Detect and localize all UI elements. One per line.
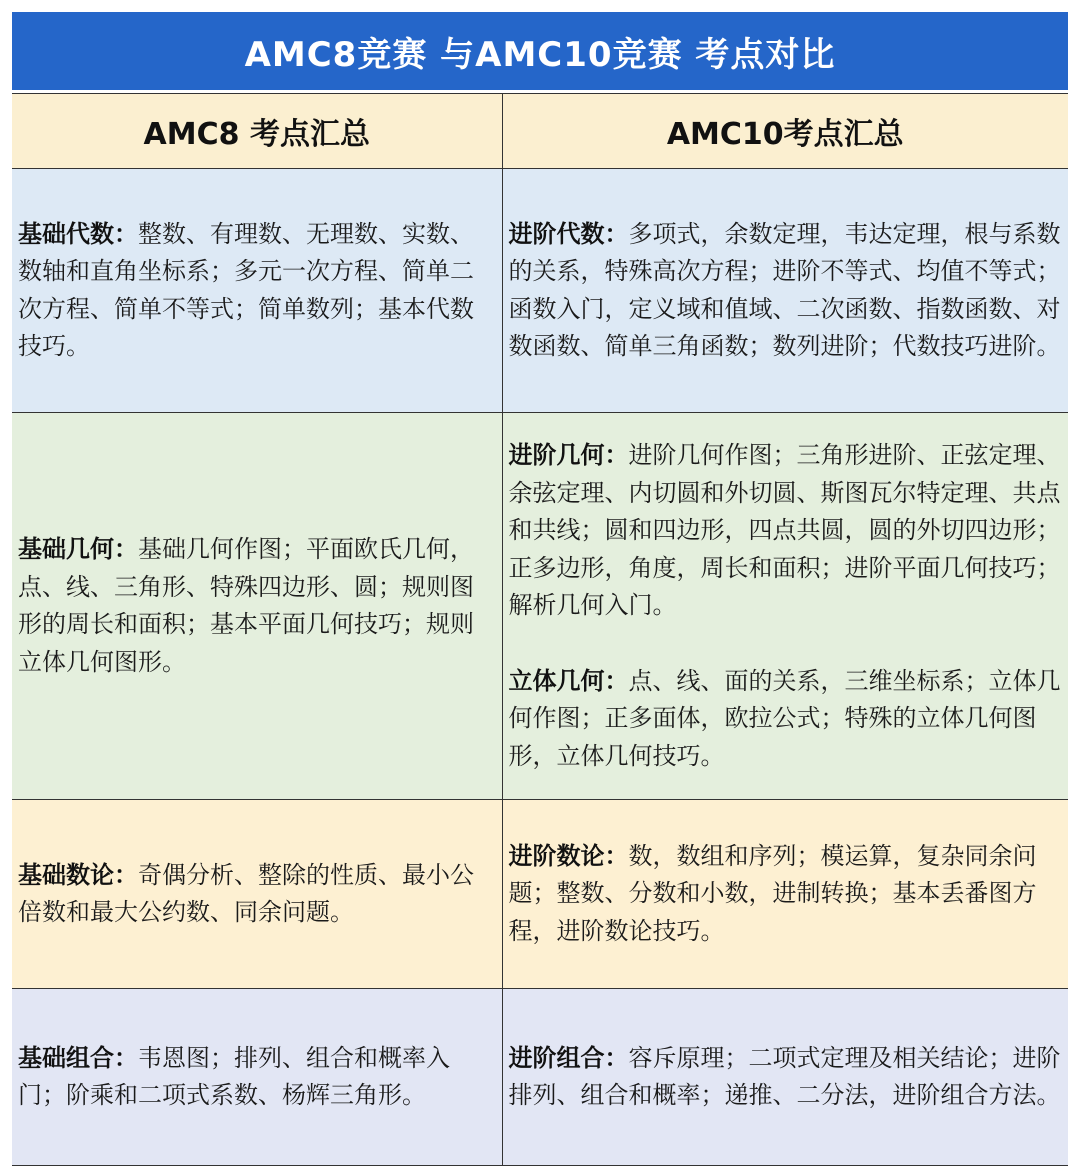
amc8-geometry-cell: [12, 413, 502, 800]
paragraph: [509, 663, 1065, 776]
amc10-geometry-cell: [502, 413, 1068, 800]
section-text: 奇偶分析、整除的性质、最小公倍数和最大公约数、同余问题。: [18, 860, 474, 926]
table-row-algebra: [12, 169, 1068, 413]
comparison-table: [12, 93, 1068, 1166]
paragraph: [509, 1040, 1065, 1115]
paragraph: [509, 437, 1065, 625]
section-label: 基础几何：: [18, 535, 138, 563]
section-text: 点、线、面的关系，三维坐标系；立体几何作图；正多面体，欧拉公式；特殊的立体几何图形，立体几何技巧。: [508, 666, 1061, 770]
paragraph: [509, 838, 1065, 951]
section-text: 多项式，余数定理，韦达定理，根与系数的关系，特殊高次方程；进阶不等式、均值不等式；函数入门，定义域和值域、二次函数、指数函数、对数函数、简单三角函数；数列进阶；代数技巧进阶。: [508, 219, 1061, 360]
section-text: 进阶几何作图；三角形进阶、正弦定理、余弦定理、内切圆和外切圆、斯图瓦尔特定理、共点和共线；圆和四边形，四点共圆，圆的外切四边形；正多边形，角度，周长和面积；进阶平面几何技巧；解析几何入门。: [508, 441, 1061, 619]
header-amc10: AMC10考点汇总: [502, 94, 1068, 169]
section-text: 韦恩图；排列、组合和概率入门；阶乘和二项式系数、杨辉三角形。: [18, 1043, 450, 1109]
amc8-combinatorics-cell: [12, 989, 502, 1166]
table-row-number-theory: [12, 800, 1068, 989]
section-text: 数，数组和序列；模运算，复杂同余问题；整数、分数和小数，进制转换；基本丢番图方程，进阶数论技巧。: [508, 841, 1037, 945]
header-row: [12, 94, 1068, 169]
section-label: 进阶几何：: [508, 441, 629, 469]
section-label: 进阶组合：: [508, 1043, 629, 1072]
section-label: 基础代数：: [18, 219, 138, 248]
amc10-algebra-cell: [502, 169, 1068, 413]
amc10-combinatorics-cell: [502, 989, 1068, 1166]
section-text: 基础几何作图；平面欧氏几何，点、线、三角形、特殊四边形、圆；规则图形的周长和面积；基本平面几何技巧；规则立体几何图形。: [18, 535, 474, 676]
section-label: 进阶数论：: [508, 841, 629, 870]
page-title: AMC8竞赛 与AMC10竞赛 考点对比: [12, 12, 1068, 90]
table-row-combinatorics: [12, 989, 1068, 1166]
paragraph: [509, 216, 1065, 366]
section-label: 基础组合：: [18, 1043, 138, 1072]
amc8-algebra-cell: [12, 169, 502, 413]
amc10-number-theory-cell: [502, 800, 1068, 989]
header-amc8: AMC8 考点汇总: [12, 94, 502, 169]
section-text: 容斥原理；二项式定理及相关结论；进阶排列、组合和概率；递推、二分法，进阶组合方法。: [508, 1043, 1061, 1109]
section-label: 进阶代数：: [508, 219, 629, 248]
section-label: 基础数论：: [18, 860, 138, 889]
table-row-geometry: [12, 413, 1068, 800]
section-text: 整数、有理数、无理数、实数、数轴和直角坐标系；多元一次方程、简单二次方程、简单不等式；简单数列；基本代数技巧。: [18, 219, 474, 360]
section-label: 立体几何：: [508, 666, 629, 695]
amc8-number-theory-cell: [12, 800, 502, 989]
